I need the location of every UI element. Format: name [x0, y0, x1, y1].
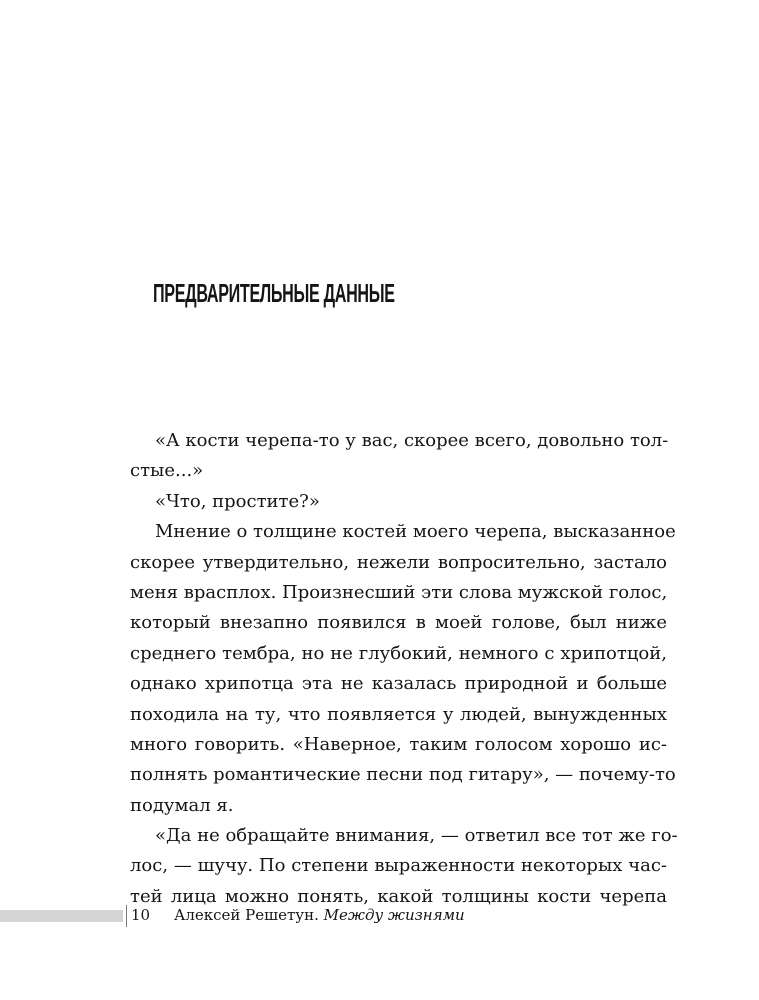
text-line: походила на ту, что появляется у людей, вынужденных [130, 703, 667, 725]
page-footer [0, 904, 759, 930]
body-text [130, 426, 678, 912]
text-line: меня врасплох. Произнесший эти слова мужской голос, [130, 581, 668, 603]
text-line: полнять романтические песни под гитару», — почему-то [130, 764, 676, 786]
text-line: лос, — шучу. По степени выраженности некоторых час- [130, 855, 667, 877]
chapter-title: ПРЕДВАРИТЕЛЬНЫЕ ДАННЫЕ [153, 278, 395, 308]
book-title: Между жизнями [323, 906, 465, 924]
page-number: 10 [131, 906, 151, 924]
text-line: «А кости черепа-то у вас, скорее всего, довольно тол- [155, 430, 669, 451]
text-line: стые...» [130, 460, 204, 482]
footer-bar [0, 910, 123, 922]
text-line: однако хрипотца эта не казалась природной и больше [130, 673, 667, 695]
running-head [174, 906, 465, 924]
text-line: среднего тембра, но не глубокий, немного с хрипотцой, [130, 642, 667, 664]
text-line: «Что, простите?» [155, 490, 320, 512]
text-line: много говорить. «Наверное, таким голосом хорошо ис- [130, 733, 667, 755]
text-line: Мнение о толщине костей моего черепа, высказанное [155, 521, 676, 543]
text-line: тей лица можно понять, какой толщины кости черепа [130, 885, 667, 907]
footer-divider [126, 905, 127, 927]
author-name: Алексей Решетун. [174, 906, 319, 924]
text-line: который внезапно появился в моей голове, был ниже [130, 612, 667, 634]
text-line: скорее утвердительно, нежели вопросительно, застало [130, 551, 667, 573]
text-line: «Да не обращайте внимания, — ответил все тот же го- [155, 825, 678, 847]
text-line: подумал я. [130, 794, 234, 816]
